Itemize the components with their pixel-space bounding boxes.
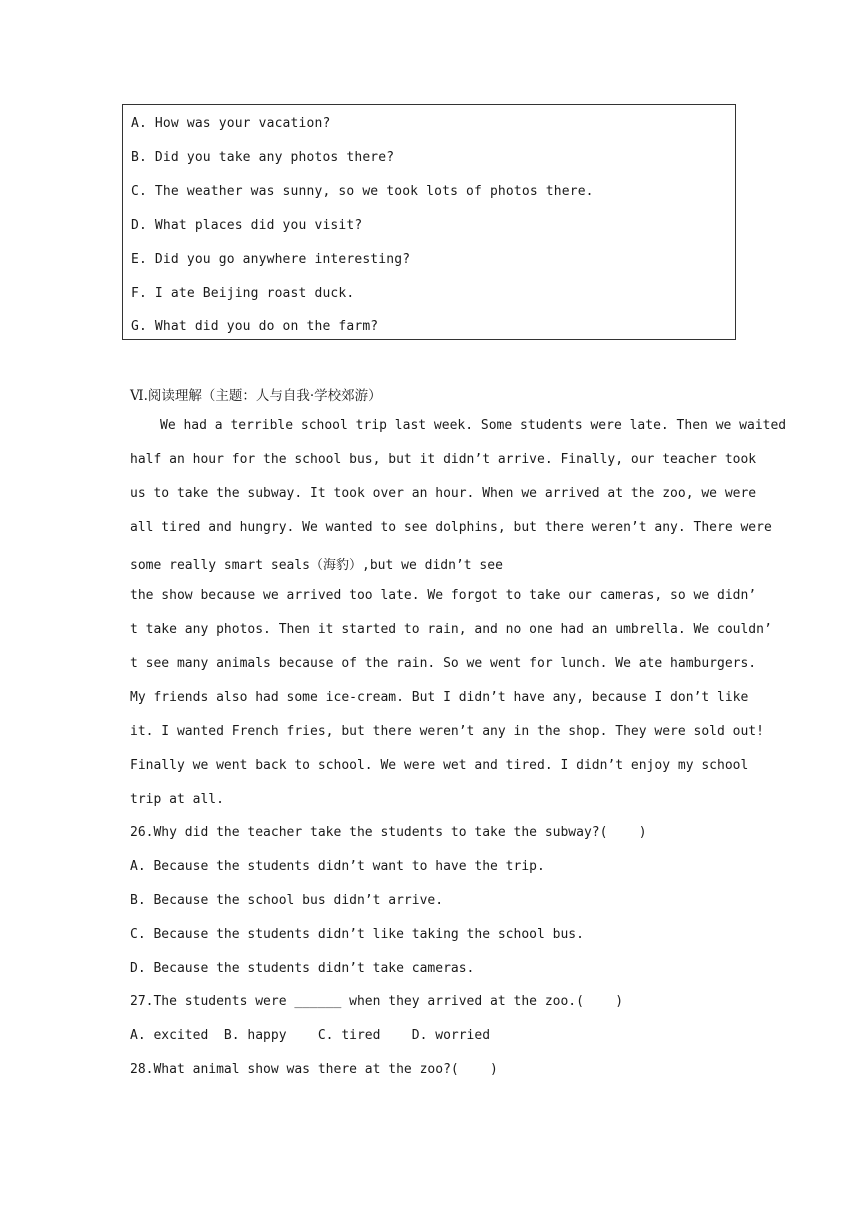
question-27-options: A. excited B. happy C. tired D. worried — [130, 1028, 491, 1043]
passage-line: the show because we arrived too late. We forgot to take our cameras, so we didn’ — [130, 588, 757, 603]
question-26-option-c: C. Because the students didn’t like taking the school bus. — [130, 927, 584, 942]
passage-line: us to take the subway. It took over an hour. When we arrived at the zoo, we were — [130, 486, 757, 501]
question-26-option-a: A. Because the students didn’t want to have the trip. — [130, 859, 545, 874]
question-28: 28.What animal show was there at the zoo?( ) — [130, 1062, 498, 1077]
option-c: C. The weather was sunny, so we took lots of photos there. — [131, 184, 594, 199]
passage-line: half an hour for the school bus, but it didn’t arrive. Finally, our teacher took — [130, 452, 757, 467]
question-26: 26.Why did the teacher take the students to take the subway?( ) — [130, 825, 647, 840]
option-a: A. How was your vacation? — [131, 116, 331, 131]
question-26-option-b: B. Because the school bus didn’t arrive. — [130, 893, 444, 908]
section-title: Ⅵ.阅读理解（主题：人与自我·学校郊游） — [130, 388, 382, 404]
option-g: G. What did you do on the farm? — [131, 319, 379, 334]
option-b: B. Did you take any photos there? — [131, 150, 395, 165]
passage-line: We had a terrible school trip last week. Some students were late. Then we waited — [160, 418, 787, 433]
passage-line: some really smart seals（海豹）,but we didn’t see — [130, 558, 503, 573]
question-27: 27.The students were ______ when they arrived at the zoo.( ) — [130, 994, 624, 1009]
passage-line: My friends also had some ice-cream. But I didn’t have any, because I don’t like — [130, 690, 749, 705]
option-f: F. I ate Beijing roast duck. — [131, 286, 355, 301]
option-e: E. Did you go anywhere interesting? — [131, 252, 411, 267]
passage-line: Finally we went back to school. We were wet and tired. I didn’t enjoy my school — [130, 758, 749, 773]
passage-line: trip at all. — [130, 792, 224, 807]
passage-line: it. I wanted French fries, but there weren’t any in the shop. They were sold out! — [130, 724, 764, 739]
passage-line: t take any photos. Then it started to rain, and no one had an umbrella. We couldn’ — [130, 622, 772, 637]
passage-line: all tired and hungry. We wanted to see dolphins, but there weren’t any. There were — [130, 520, 772, 535]
question-26-option-d: D. Because the students didn’t take cameras. — [130, 961, 475, 976]
option-d: D. What places did you visit? — [131, 218, 363, 233]
answer-options-box — [122, 104, 736, 340]
passage-line: t see many animals because of the rain. So we went for lunch. We ate hamburgers. — [130, 656, 757, 671]
